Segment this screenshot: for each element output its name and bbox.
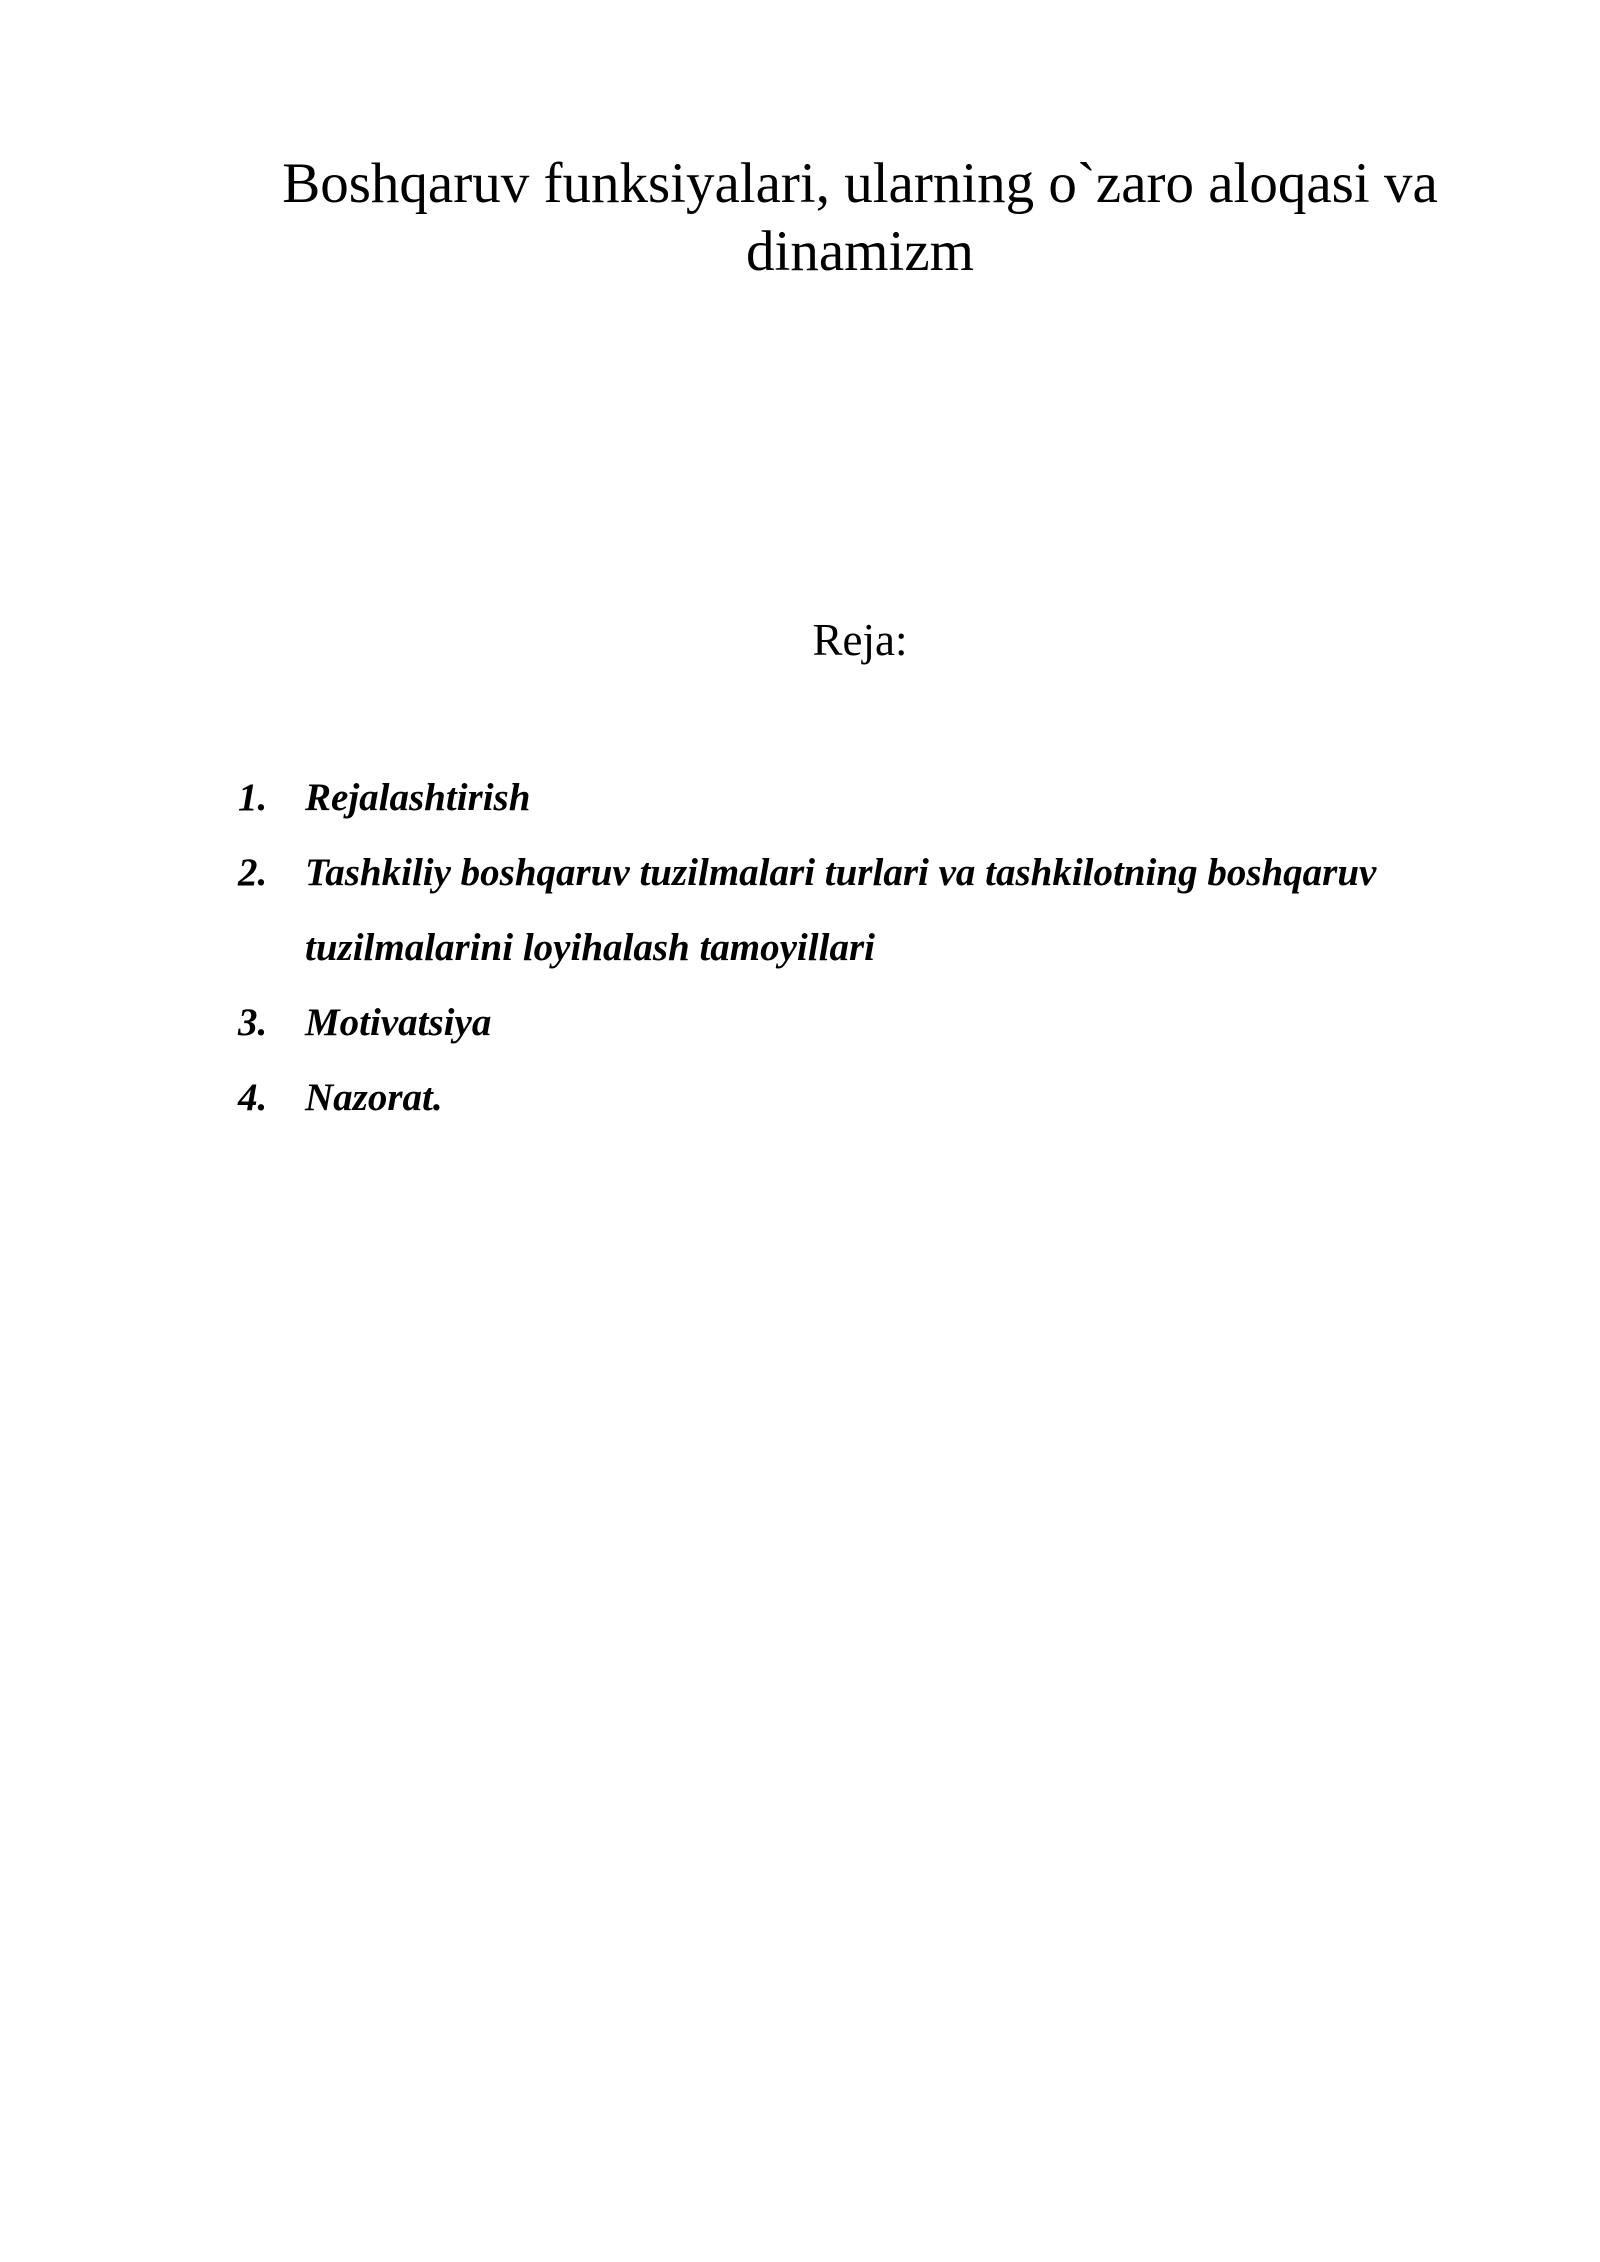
list-item-text: Tashkiliy boshqaruv tuzilmalari turlari va tashkilotning boshqaruv tuzilmalarini loyihalash tamoyillari <box>305 851 1377 969</box>
document-title: Boshqaruv funksiyalari, ularning o`zaro aloqasi va dinamizm <box>282 152 1438 283</box>
plan-list <box>238 760 1538 1135</box>
list-item-text: Motivatsiya <box>305 1001 492 1044</box>
list-item-text: Nazorat. <box>305 1076 443 1119</box>
list-item <box>238 835 1538 985</box>
list-item <box>238 760 1538 835</box>
list-item-number: 4. <box>238 1076 268 1119</box>
plan-heading: Reja: <box>812 615 908 665</box>
list-item-number: 2. <box>238 851 268 894</box>
list-item-text: Rejalashtirish <box>305 776 531 819</box>
list-item <box>238 1060 1538 1135</box>
list-item-number: 3. <box>238 1001 268 1044</box>
list-item <box>238 985 1538 1060</box>
list-item-number: 1. <box>238 776 268 819</box>
